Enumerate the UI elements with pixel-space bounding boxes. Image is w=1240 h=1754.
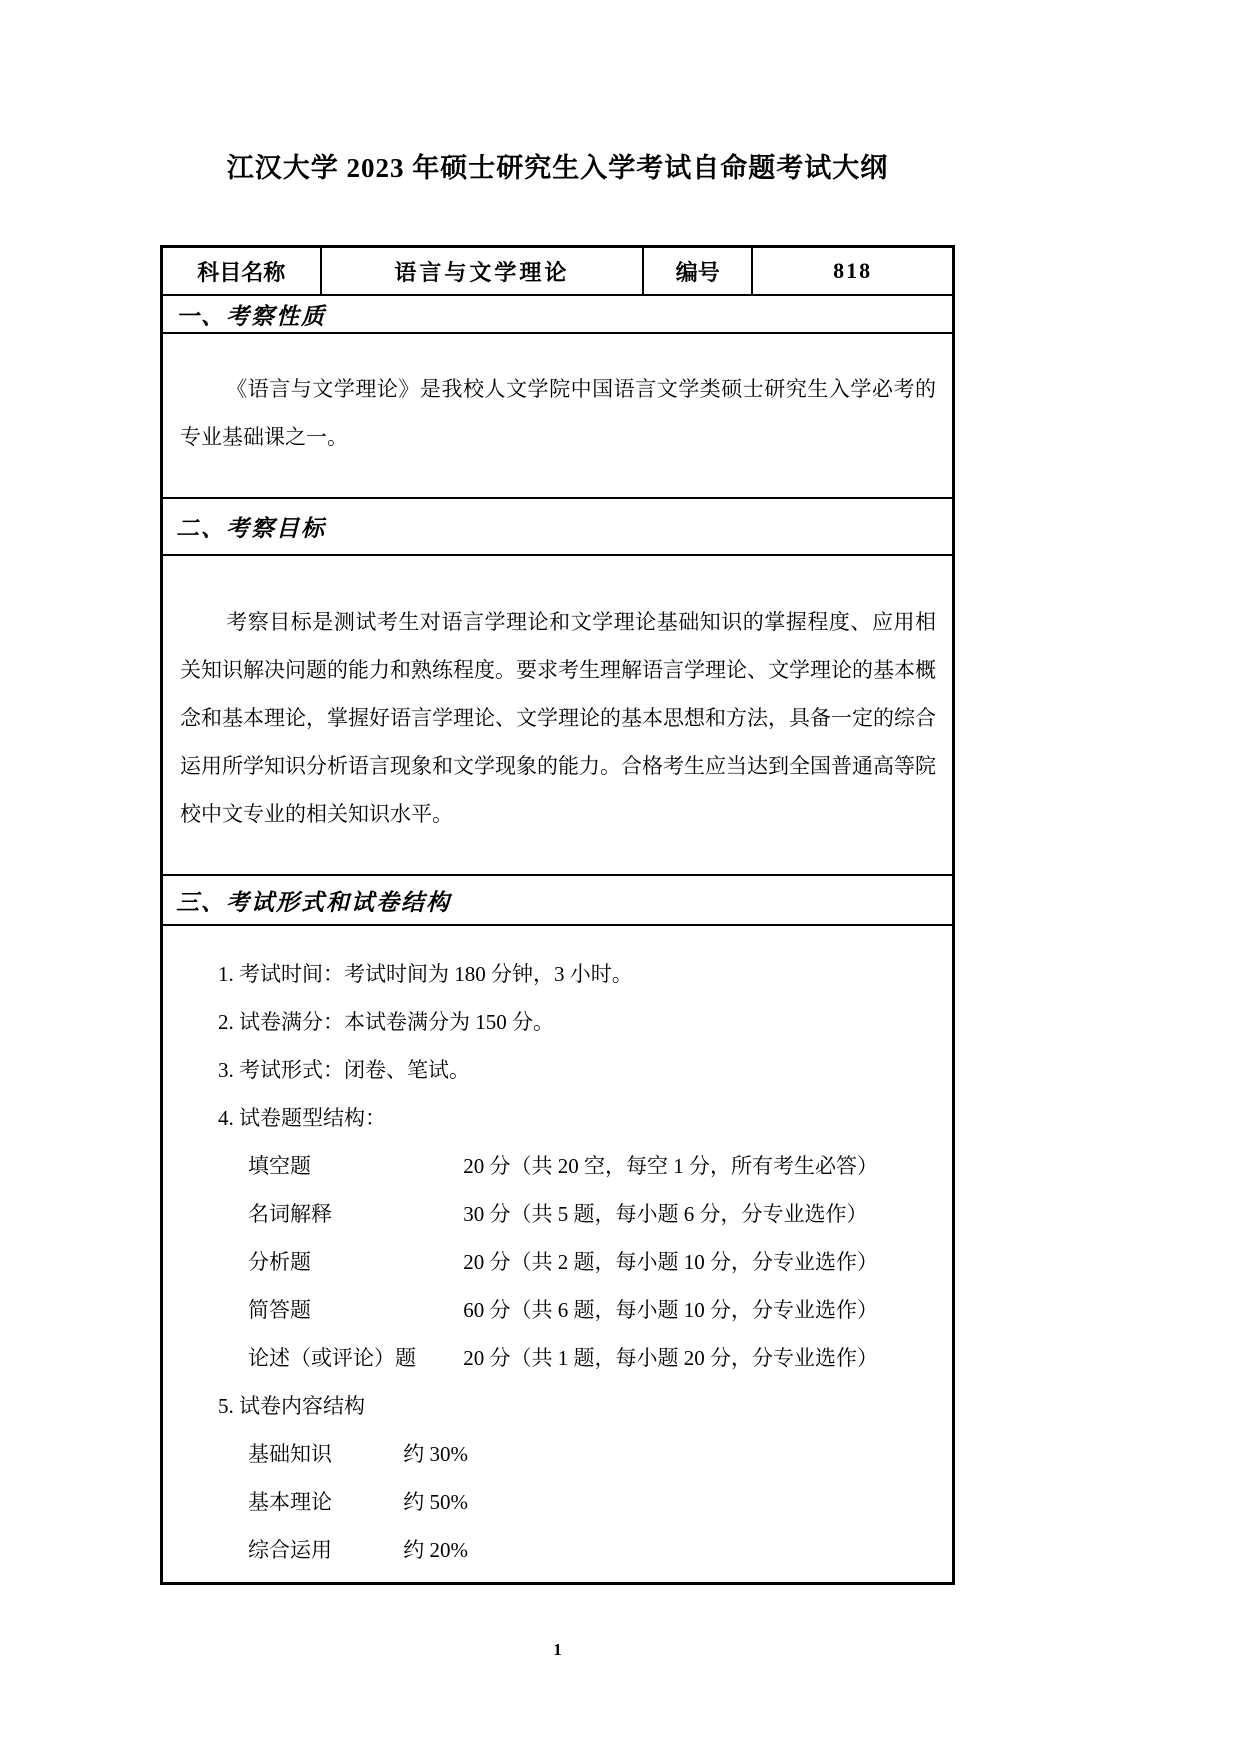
content-structure-name: 基础知识: [248, 1442, 332, 1466]
code-label: 编号: [644, 248, 753, 294]
content-structure-value: 约 20%: [403, 1538, 468, 1562]
section-2-paragraph: 考察目标是测试考生对语言学理论和文学理论基础知识的掌握程度、应用相关知识解决问题的能力和熟练程度。要求考生理解语言学理论、文学理论的基本概念和基本理论，掌握好语言学理论、文学理论的基本思想和方法，具备一定的综合运用所学知识分析语言现象和文学现象的能力。合格考生应当达到全国普通高等院校中文专业的相关知识水平。: [180, 610, 936, 826]
content-structure-value: 约 30%: [403, 1442, 468, 1466]
exam-time-item: 1. 考试时间：考试时间为 180 分钟，3 小时。: [218, 962, 633, 986]
content-structure-item: 5. 试卷内容结构: [218, 1394, 365, 1418]
question-type-row: [163, 1190, 936, 1238]
section-3-body: [163, 926, 952, 1582]
section-1-heading-text: 一、考察性质: [176, 303, 326, 329]
section-3-heading-text: 三、考试形式和试卷结构: [176, 889, 451, 915]
question-type-detail: 20 分（共 1 题，每小题 20 分，分专业选作）: [463, 1346, 878, 1370]
full-score-item: 2. 试卷满分：本试卷满分为 150 分。: [218, 1010, 554, 1034]
page-title: 江汉大学 2023 年硕士研究生入学考试自命题考试大纲: [226, 153, 889, 183]
question-type-detail: 60 分（共 6 题，每小题 10 分，分专业选作）: [463, 1298, 878, 1322]
question-type-row: [163, 1238, 936, 1286]
section-2-heading-text: 二、考察目标: [176, 516, 326, 541]
content-structure-value: 约 50%: [403, 1490, 468, 1514]
question-type-name: 名词解释: [248, 1202, 332, 1226]
question-type-row: [163, 1334, 936, 1382]
question-type-name: 论述（或评论）题: [248, 1346, 416, 1370]
content-structure-row: [163, 1430, 936, 1478]
subject-header-row: [163, 248, 952, 296]
question-type-row: [163, 1286, 936, 1334]
exam-format-item: 3. 考试形式：闭卷、笔试。: [218, 1058, 470, 1082]
subject-name-label: 科目名称: [163, 248, 322, 294]
section-2-heading: [163, 499, 952, 556]
question-type-detail: 20 分（共 20 空，每空 1 分，所有考生必答）: [463, 1154, 878, 1178]
question-type-name: 填空题: [248, 1154, 311, 1178]
question-type-name: 分析题: [248, 1250, 311, 1274]
section-1-heading: [163, 296, 952, 334]
section-2-body: [163, 556, 952, 876]
question-type-row: [163, 1142, 936, 1190]
content-structure-name: 基本理论: [248, 1490, 332, 1514]
question-structure-item: 4. 试卷题型结构：: [218, 1106, 386, 1130]
content-structure-name: 综合运用: [248, 1538, 332, 1562]
subject-name-value: 语言与文学理论: [322, 248, 645, 294]
question-type-name: 简答题: [248, 1298, 311, 1322]
section-3-heading: [163, 876, 952, 926]
page-number: 1: [553, 1640, 562, 1659]
content-structure-row: [163, 1526, 936, 1574]
section-1-paragraph: 《语言与文学理论》是我校人文学院中国语言文学类硕士研究生入学必考的专业基础课之一。: [180, 377, 936, 449]
question-type-detail: 30 分（共 5 题，每小题 6 分，分专业选作）: [463, 1202, 868, 1226]
syllabus-table: [160, 245, 955, 1585]
section-1-body: [163, 334, 952, 499]
code-value: 818: [833, 258, 873, 283]
content-structure-row: [163, 1478, 936, 1526]
question-type-detail: 20 分（共 2 题，每小题 10 分，分专业选作）: [463, 1250, 878, 1274]
